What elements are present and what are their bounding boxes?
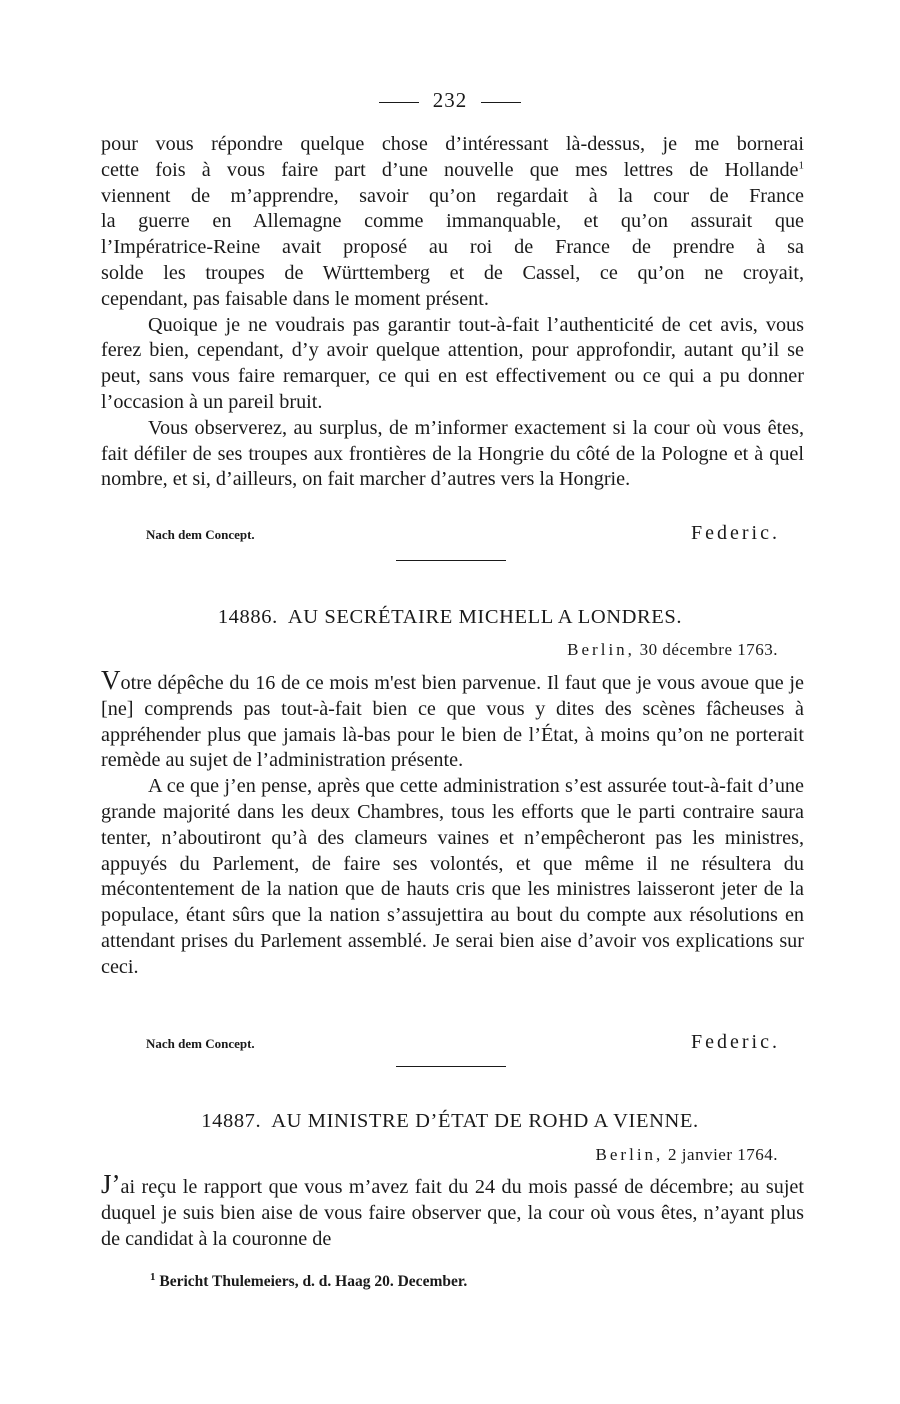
- letter-paragraph-1: J’ai reçu le rapport que vous m’avez fait du 24 du mois passé de décembre; au sujet duquel je suis bien aise de vous faire observer que, la cour où vous êtes, n’ayant plus de candidat à la couronne de: [101, 1169, 804, 1250]
- source-note: Nach dem Concept.: [146, 527, 255, 542]
- continuation-line-5: l’Impératrice-Reine avait proposé au roi de France de prendre à sa: [101, 236, 804, 259]
- dateline-14886: [567, 640, 778, 660]
- letter-body-14886: [101, 665, 804, 981]
- signature-row-1: [146, 519, 780, 545]
- page-number-dash-right: [481, 102, 521, 103]
- continuation-line-2: cette fois à vous faire part d’une nouvelle que mes lettres de Hollande$^1$: [101, 158, 804, 181]
- signature-row-2: [146, 1028, 780, 1054]
- letter-title: AU SECRÉTAIRE MICHELL A LONDRES.: [287, 606, 683, 628]
- letter-body-14887: [101, 1169, 804, 1252]
- continuation-paragraph-1: pour vous répondre quelque chose d’intéressant là-dessus, je me bornerai: [101, 133, 804, 155]
- signature: Federic.: [691, 1031, 780, 1053]
- section-divider: [396, 560, 506, 561]
- page-number: 232: [0, 88, 900, 113]
- dateline-place: Berlin,: [567, 640, 635, 659]
- letter-title: AU MINISTRE D’ÉTAT DE ROHD A VIENNE.: [271, 1110, 699, 1132]
- continuation-line-6: solde les troupes de Württemberg et de Cassel, ce qu’on ne croyait,: [101, 261, 804, 284]
- signature: Federic.: [691, 522, 780, 544]
- dateline-place: Berlin,: [595, 1145, 664, 1164]
- letter-heading-14886: [0, 606, 900, 629]
- letter-number: 14886.: [217, 606, 278, 628]
- footnote-marker: 1: [150, 1270, 156, 1283]
- letter-heading-14887: [0, 1110, 900, 1133]
- dateline-date: 2 janvier 1764.: [668, 1145, 778, 1164]
- continuation-paragraph-2: Quoique je ne voudrais pas garantir tout-à-fait l’authenticité de cet avis, vous ferez bien, cependant, d’y avoir quelque attention, pour approfondir, autant qu’il se peut, sans vous faire remarquer, ce qui en est effectivement ou ce qui a pu donner l’occasion à un pareil bruit.: [101, 313, 804, 413]
- letter-number: 14887.: [201, 1110, 262, 1132]
- section-divider: [396, 1066, 506, 1067]
- letter-paragraph-1: Votre dépêche du 16 de ce mois m'est bien parvenue. Il faut que je vous avoue que je [ne] comprends pas tout-à-fait bien ce que vous y dites des scènes fâcheuses à appréhender plus que jamais là-bas pour le bien de l’État, à moins qu’on ne porterait remède au sujet de l’administration présente.: [101, 665, 804, 772]
- continuation-line-7: cependant, pas faisable dans le moment présent.: [101, 287, 489, 310]
- continuation-text: [101, 132, 804, 493]
- continuation-line-4: la guerre en Allemagne comme immanquable, et qu’on assurait que: [101, 210, 804, 233]
- continuation-line-3: viennent de m’apprendre, savoir qu’on regardait à la cour de France: [101, 184, 804, 207]
- footnote: [150, 1270, 468, 1291]
- letter-paragraph-2: A ce que j’en pense, après que cette administration s’est assurée tout-à-fait d’une grande majorité dans les deux Chambres, tous les efforts que le parti contraire saura tenter, n’aboutiront qu’à des clameurs vaines et n’empêcheront pas les ministres, appuyés du Parlement, de faire ses volontés, et que même il ne résultera du mécontentement de la nation que de hauts cris que les ministres laisseront jeter de la populace, étant sûrs que la nation s’assujettira au bout du compte aux résolutions en attendant prises du Parlement assemblé. Je serai bien aise d’avoir vos explications sur ceci.: [101, 775, 804, 978]
- page-number-dash-left: [379, 102, 419, 103]
- footnote-text: Bericht Thulemeiers, d. d. Haag 20. December.: [159, 1273, 468, 1290]
- footnote-ref: 1: [798, 159, 804, 172]
- continuation-paragraph-3: Vous observerez, au surplus, de m’informer exactement si la cour où vous êtes, fait défiler de ses troupes aux frontières de la Hongrie du côté de la Pologne et à quel nombre, et si, d’ailleurs, on fait marcher d’autres vers la Hongrie.: [101, 416, 804, 491]
- source-note: Nach dem Concept.: [146, 1036, 255, 1051]
- dateline-date: 30 décembre 1763.: [639, 640, 778, 659]
- dateline-14887: [596, 1145, 778, 1165]
